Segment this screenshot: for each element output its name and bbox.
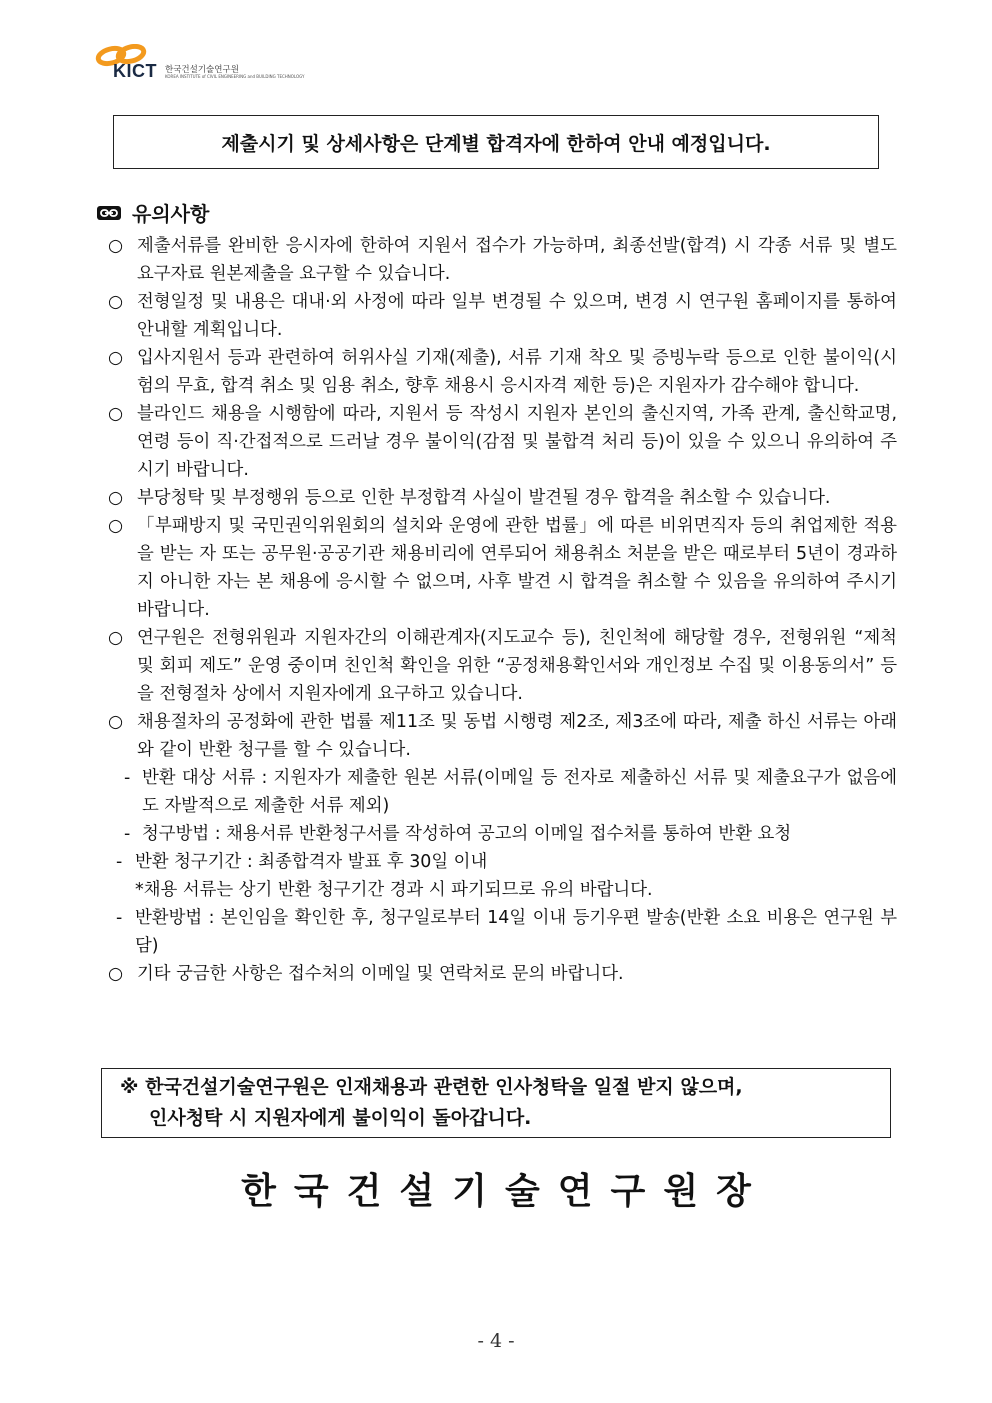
sub-item-text: 반환 대상 서류 : 지원자가 제출한 원본 서류(이메일 등 전자로 제출하신 서류 및 제출요구가 없음에도 자발적으로 제출한 서류 제외) — [142, 768, 897, 816]
issuer-signature: 한국건설기술연구원장 — [241, 1171, 769, 1212]
sub-item-text: 반환 청구기간 : 최종합격자 발표 후 30일 이내 — [135, 852, 488, 872]
notes-list — [0, 232, 992, 988]
sub-item — [0, 764, 992, 820]
warning-line-2: 인사청탁 시 지원자에게 불이익이 돌아갑니다. — [149, 1107, 532, 1129]
list-item — [0, 232, 992, 288]
list-item — [0, 288, 992, 344]
list-item — [0, 512, 992, 624]
solicitation-warning-box — [101, 1068, 891, 1138]
bullet-icon: ○ — [108, 348, 124, 368]
retention-note — [0, 876, 992, 904]
logo-english: KOREA INSTITUTE of CIVIL ENGINEERING and BUILDING TECHNOLOGY — [165, 74, 305, 79]
bullet-icon: ○ — [108, 404, 124, 424]
list-item — [0, 400, 992, 484]
list-item — [0, 624, 992, 708]
kict-logo — [95, 48, 305, 84]
list-item-text: 기타 궁금한 사항은 접수처의 이메일 및 연락처로 문의 바랍니다. — [137, 964, 624, 984]
list-item-text: 채용절차의 공정화에 관한 법률 제11조 및 동법 시행령 제2조, 제3조에 따라, 제출 하신 서류는 아래와 같이 반환 청구를 할 수 있습니다. — [137, 712, 897, 760]
logo-subtitle: 한국건설기술연구원 — [165, 65, 239, 75]
retention-note-text: *채용 서류는 상기 반환 청구기간 경과 시 파기되므로 유의 바랍니다. — [135, 880, 653, 900]
dash-marker: - — [116, 852, 123, 872]
bullet-icon: ○ — [108, 292, 124, 312]
sub-item — [0, 848, 992, 876]
page-number: - 4 - — [477, 1330, 515, 1352]
sub-item-text: 반환방법 : 본인임을 확인한 후, 청구일로부터 14일 이내 등기우편 발송(반환 소요 비용은 연구원 부담) — [135, 908, 897, 956]
dash-marker: - — [124, 824, 131, 844]
list-item — [0, 484, 992, 512]
bullet-icon: ○ — [108, 516, 124, 536]
list-item — [0, 708, 992, 764]
list-item-text: 전형일정 및 내용은 대내·외 사정에 따라 일부 변경될 수 있으며, 변경 시 연구원 홈페이지를 통하여 안내할 계획입니다. — [137, 292, 897, 340]
list-item-text: 「부패방지 및 국민권익위원회의 설치와 운영에 관한 법률」에 따른 비위면직자 등의 취업제한 적용을 받는 자 또는 공무원·공공기관 채용비리에 연루되어 채용취소 처분을 받은 때로부터 5년이 경과하지 아니한 자는 본 채용에 응시할 수 없으며, 사후 발견 시 합격을 취소할 수 있음을 유의하여 주시기 바랍니다. — [137, 516, 897, 620]
bullet-icon: ○ — [108, 628, 124, 648]
list-item-text: 제출서류를 완비한 응시자에 한하여 지원서 접수가 가능하며, 최종선발(합격) 시 각종 서류 및 별도 요구자료 원본제출을 요구할 수 있습니다. — [137, 236, 897, 284]
link-icon — [96, 205, 122, 221]
list-item-text: 부당청탁 및 부정행위 등으로 인한 부정합격 사실이 발견될 경우 합격을 취소할 수 있습니다. — [137, 488, 831, 508]
sub-item — [0, 904, 992, 960]
sub-item-text: 청구방법 : 채용서류 반환청구서를 작성하여 공고의 이메일 접수처를 통하여 반환 요청 — [142, 824, 792, 844]
warning-line-1: ※ 한국건설기술연구원은 인재채용과 관련한 인사청탁을 일절 받지 않으며, — [120, 1076, 743, 1098]
sub-item — [0, 820, 992, 848]
bullet-icon: ○ — [108, 236, 124, 256]
bullet-icon: ○ — [108, 712, 124, 732]
section-heading — [96, 198, 209, 227]
submission-notice-text: 제출시기 및 상세사항은 단계별 합격자에 한하여 안내 예정입니다. — [221, 132, 771, 155]
logo-wordmark: KICT — [113, 61, 157, 81]
bullet-icon: ○ — [108, 964, 124, 984]
section-title: 유의사항 — [132, 202, 210, 226]
dash-marker: - — [116, 908, 123, 928]
list-item — [0, 344, 992, 400]
list-item — [0, 960, 992, 988]
list-item-text: 입사지원서 등과 관련하여 허위사실 기재(제출), 서류 기재 착오 및 증빙누락 등으로 인한 불이익(시험의 무효, 합격 취소 및 임용 취소, 향후 채용시 응시자격 제한 등)은 지원자가 감수해야 합니다. — [137, 348, 897, 396]
dash-marker: - — [124, 768, 131, 788]
list-item-text: 연구원은 전형위원과 지원자간의 이해관계자(지도교수 등), 친인척에 해당할 경우, 전형위원 “제척 및 회피 제도” 운영 중이며 친인척 확인을 위한 “공정채용확인서와 개인정보 수집 및 이용동의서” 등을 전형절차 상에서 지원자에게 요구하고 있습니다. — [137, 628, 897, 704]
submission-notice-box — [113, 115, 879, 169]
list-item-text: 블라인드 채용을 시행함에 따라, 지원서 등 작성시 지원자 본인의 출신지역, 가족 관계, 출신학교명, 연령 등이 직·간접적으로 드러날 경우 불이익(감점 및 불합격 처리 등)이 있을 수 있으니 유의하여 주시기 바랍니다. — [137, 404, 897, 480]
bullet-icon: ○ — [108, 488, 124, 508]
